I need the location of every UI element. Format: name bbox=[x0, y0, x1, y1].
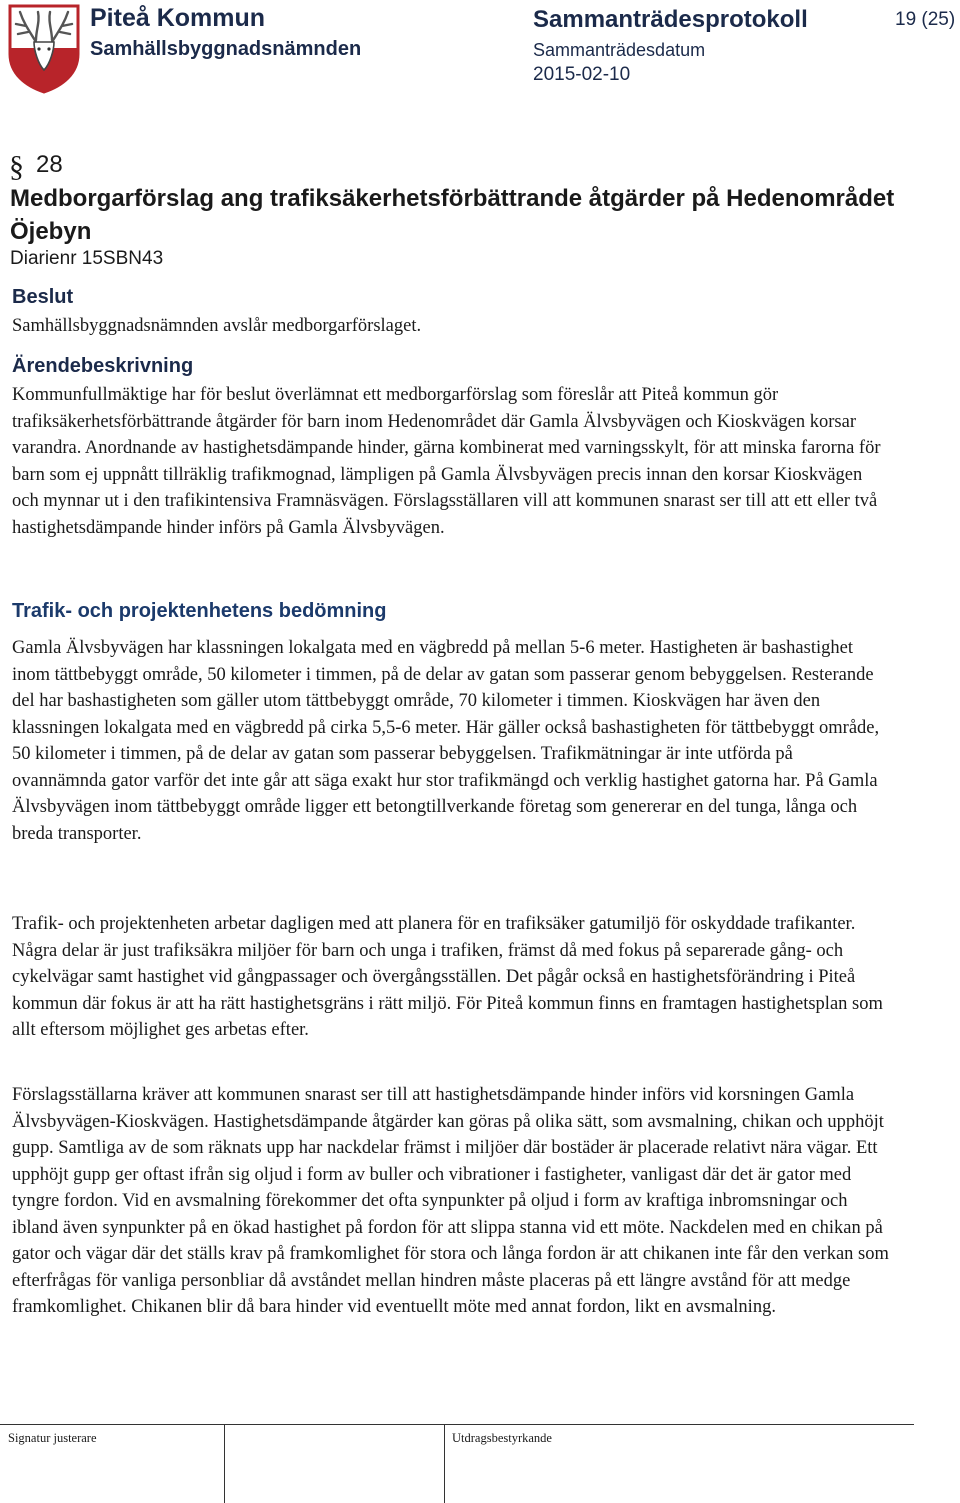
section-symbol: § bbox=[9, 150, 24, 183]
extract-certification-label: Utdragsbestyrkande bbox=[452, 1431, 552, 1445]
decision-text: Samhällsbyggnadsnämnden avslår medborgarförslaget. bbox=[12, 316, 422, 336]
footer-divider bbox=[0, 1424, 914, 1425]
reindeer-coat-of-arms-icon bbox=[6, 2, 82, 94]
committee-name: Samhällsbyggnadsnämnden bbox=[90, 38, 362, 60]
footer-column-divider bbox=[224, 1424, 225, 1503]
assessment-paragraph: Gamla Älvsbyvägen har klassningen lokalgata med en vägbredd på mellan 5-6 meter. Hastigheten är bashastighet inom tättbebyggt område, 50 kilometer i timmen, på de delar av gatan som passerar genom bebyggelsen. Resterande del har bashastigheten som gäller utom tättbebyggt område, 70 kilometer i timmen. Kioskvägen har även den klassningen lokalgata med en vägbredd på cirka 5,5-6 meter. Här gäller också bashastigheten för tättbebyggt område, 50 kilometer i timmen, på de delar av gatan som passerar bebyggelsen. Trafikmätningar är inte utförda på ovannämnda gator varför det inte går att säga exakt hur stor trafikmängd och verklig hastighet gatorna har. På Gamla Älvsbyvägen inom tättbebyggt område ligger ett betongtillverkande företag som genererar en del tunga, långa och breda transporter. bbox=[12, 638, 880, 844]
page-number: 19 (25) bbox=[895, 9, 956, 30]
meeting-date-label: Sammanträdesdatum bbox=[533, 40, 706, 60]
organization-name: Piteå Kommun bbox=[90, 4, 266, 32]
document-type: Sammanträdesprotokoll bbox=[533, 6, 808, 33]
signature-label: Signatur justerare bbox=[8, 1431, 97, 1445]
section-title: Medborgarförslag ang trafiksäkerhetsförbättrande åtgärder på Hedenområdet Öjebyn bbox=[10, 185, 895, 245]
assessment-heading: Trafik- och projektenhetens bedömning bbox=[12, 600, 387, 622]
decision-heading: Beslut bbox=[12, 286, 74, 308]
assessment-paragraph: Förslagsställarna kräver att kommunen snarast ser till att hastighetsdämpande hinder införs vid korsningen Gamla Älvsbyvägen-Kioskvägen. Hastighetsdämpande åtgärder kan göras på olika sätt, som avsmalning, chikan och upphöjt gupp. Samtliga av de som räknats upp har nackdelar främst i miljöer där bostäder är placerade relativt nära vägar. Ett upphöjt gupp ger oftast ifrån sig oljud i form av buller och vibrationer i fastigheter, vanligast där det är gator med tyngre fordon. Vid en avsmalning förekommer det ofta synpunkter på oljud i form av kraftiga inbromsningar och ibland även synpunkter på en ökad hastighet på fordon för att slippa stanna vid ett möte. Nackdelen med en chikan på gator och vägar där det ställs krav på framkomlighet för stora och långa fordon är att chikanen inte får den verkan som efterfrågas för vanliga personbliar då avståndet mellan hindren måste placeras på ett längre avstånd för att medge framkomlighet. Chikanen blir då bara hinder vid eventuellt möte med annat fordon, likt en avsmalning. bbox=[12, 1085, 889, 1317]
section-number: 28 bbox=[36, 151, 63, 178]
description-text: Kommunfullmäktige har för beslut överlämnat ett medborgarförslag som föreslår att Piteå kommun gör trafiksäkerhetsförbättrande åtgärder för barn inom Hedenområdet där Gamla Älvsbyvägen och Kioskvägen korsar varandra. Anordnande av hastighetsdämpande hinder, gärna kombinerat med varningsskylt, för att minska farorna för barn som ej uppnått tillräklig trafikmognad, lämpligen på Gamla Älvsbyvägen precis innan den korsar Kioskvägen och mynnar ut i den trafikintensiva Framnäsvägen. Förslagsställaren vill att kommunen snarast ser till att ett eller två hastighetsdämpande hinder införs på Gamla Älvsbyvägen. bbox=[12, 385, 881, 538]
footer-column-divider bbox=[444, 1424, 445, 1503]
diary-number: Diarienr 15SBN43 bbox=[10, 248, 164, 269]
description-heading: Ärendebeskrivning bbox=[12, 355, 194, 377]
meeting-date-value: 2015-02-10 bbox=[533, 64, 631, 85]
assessment-paragraph: Trafik- och projektenheten arbetar dagligen med att planera för en trafiksäker gatumiljö för oskyddade trafikanter. Några delar är just trafiksäkra miljöer för barn och unga i trafiken, främst då med fokus på separerade gång- och cykelvägar samt hastighet vid gångpassager och övergångsställen. Det pågår också en hastighetsförändring i Piteå kommun där fokus är att ha rätt hastighetsgräns i rätt miljö. För Piteå kommun finns en framtagen hastighetsplan som allt eftersom möjlighet ges arbetas efter. bbox=[12, 914, 883, 1040]
